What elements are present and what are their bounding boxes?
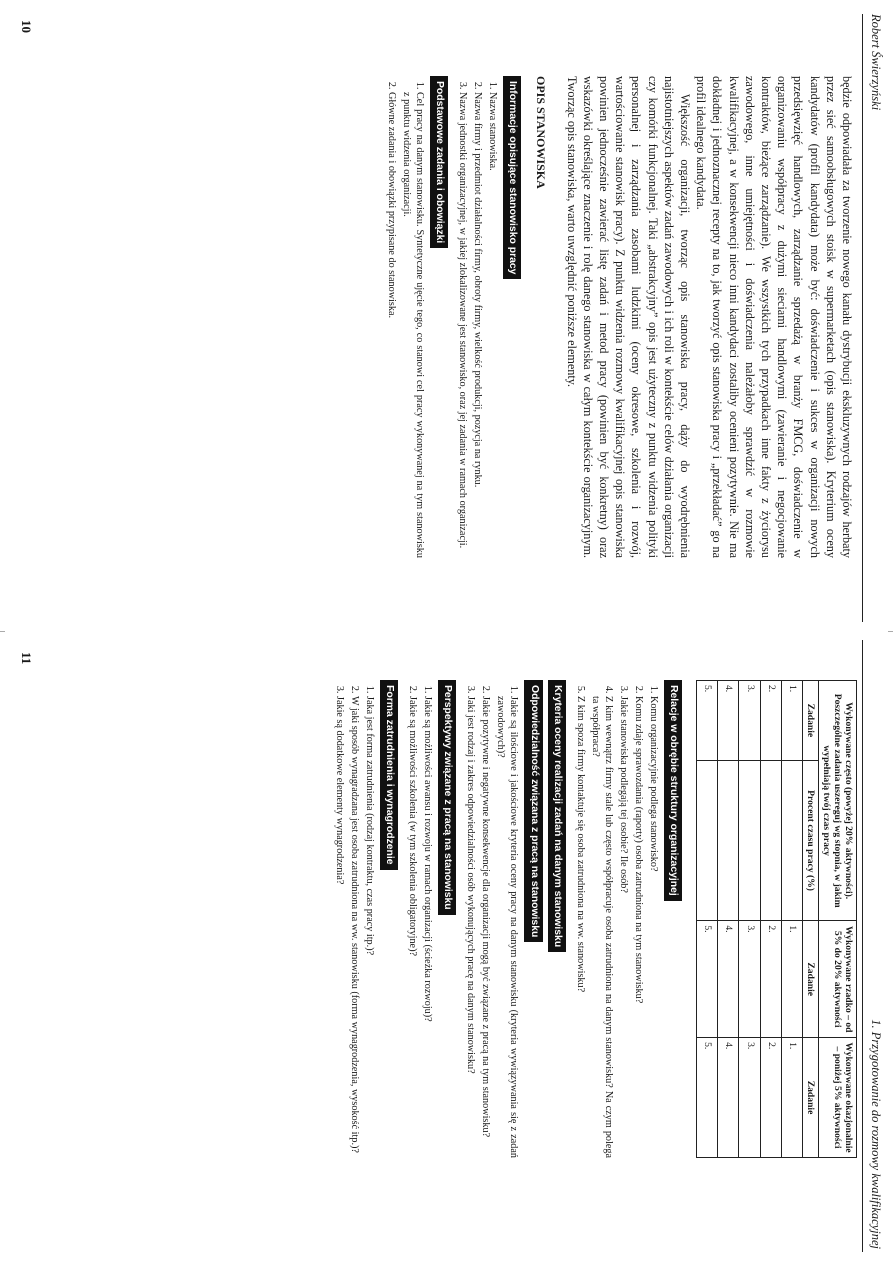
col-header-rare: Wykonywane rzadko – od 5% do 20% aktywności <box>819 921 857 1038</box>
list-item: 2. Jakie są możliwości szkolenia (w tym szkolenia obligatoryjne)? <box>406 696 419 1158</box>
row-number: 3. <box>739 1038 760 1158</box>
row-number: 2. <box>760 681 781 761</box>
row-number: 2. <box>760 1038 781 1158</box>
right-body <box>331 680 857 1158</box>
header-rule-right <box>862 640 863 1252</box>
list-item: 2. Główne zadania i obowiązki przypisane do stanowiska. <box>385 92 398 558</box>
paragraph-2: Większość organizacji, tworząc opis stanowiska pracy, dąży do wyodrębnienia najistotniejszych aspektów zadań zawodowych i ich roli w kontekście celów działania organizacji czy komórki funkcjonalnej. Taki „abstrakcyjny” opis jest użyteczny z punktu widzenia polityki personalnej i zarządzania zasobami ludzkimi (oceny okresowe, szkolenia i rozwój, wartościowanie stanowisk pracy). Z punktu widzenia rozmowy kwalifikacyjnej opis stanowiska powinien jednocześnie zawierać listę zadań i metod pracy (powinien być konkretny) oraz wskazówki określające znaczenie i rolę danego stanowiska w całym kontekście organizacyjnym. Tworząc opis stanowiska, warto uwzględnić poniższe elementy. <box>564 76 692 558</box>
left-page <box>0 0 893 631</box>
list-item: 2. Komu zdaje sprawozdania (raporty) osoba zatrudniona na tym stanowisku? <box>632 696 645 1158</box>
list-item: 3. Jakie są dodatkowe elementy wynagrodzenia? <box>333 696 346 1158</box>
right-page <box>0 632 893 1263</box>
paragraph-1: będzie odpowiadała za tworzenie nowego kanału dystrybucji ekskluzywnych rodzajów herbaty przez sieć samoobsługowych stoisk w supermarketach (opis stanowiska). Kryterium oceny kandydatów (profil kandydata) może być: doświadczenie i sukces w organizacji nowych przedsięwzięć handlowych, zarządzanie sprzedażą w branży FMCG, doświadczenie w organizowaniu współpracy z dużymi sieciami handlowymi (zawieranie i negocjowanie kontraktów, bieżące zarządzanie). We wszystkich tych przypadkach inne fakty z życiorysu zawodowego, inne umiejętności i doświadczenia należałoby sprawdzić w rozmowie kwalifikacyjnej, a w konsekwencji nieco inni kandydaci zostaliby ocenieni pozytywnie. Nie ma dokładnej i jednoznacznej recepty na to, jak tworzyć opis stanowiska pracy i „przekładać” go na profil idealnego kandydata. <box>694 76 854 558</box>
row-number: 3. <box>739 921 760 1038</box>
row-number: 5. <box>696 681 717 761</box>
list-item: 5. Z kim spoza firmy kontaktuje się osoba zatrudniona na ww. stanowisku? <box>574 696 587 1158</box>
list-item: 1. Jaka jest forma zatrudnienia (rodzaj kontraktu, czas pracy itp.)? <box>363 696 376 1158</box>
list-item: 2. W jaki sposób wynagradzana jest osoba zatrudniona na ww. stanowisku (forma wynagrodzenia, wysokość itp.)? <box>348 696 361 1158</box>
list-wynagrodzenie <box>333 680 376 1158</box>
row-number: 5. <box>696 1038 717 1158</box>
list-item: 1. Cel pracy na danym stanowisku. Syntetyczne ujęcie tego, co stanowi cel pracy wykonywanej na tym stanowisku z punktu widzenia organizacji. <box>400 92 426 558</box>
col-zadanie: Zadanie <box>803 681 819 761</box>
col-percent: Procent czasu pracy (%) <box>803 760 819 921</box>
fold-mark <box>0 631 5 632</box>
list-perspektywy <box>406 680 434 1158</box>
left-body <box>383 76 855 558</box>
running-head-left: Robert Świerzyński <box>869 14 883 111</box>
fold-mark <box>888 631 893 632</box>
row-number: 1. <box>781 1038 802 1158</box>
heading-bar-wynagrodzenie: Forma zatrudnienia i wynagrodzenie <box>380 680 398 870</box>
list-stanowisko <box>456 76 499 558</box>
heading-bar-relacje: Relacje w obrębie struktury organizacyjnej <box>664 680 682 901</box>
list-item: 1. Jakie są możliwości awansu i rozwoju w ramach organizacji (ścieżka rozwoju)? <box>421 696 434 1158</box>
row-number: 3. <box>739 681 760 761</box>
running-head-right: 1. Przygotowanie do rozmowy kwalifikacyjnej <box>869 1019 883 1249</box>
header-rule-left <box>862 14 863 622</box>
row-number: 4. <box>718 921 739 1038</box>
list-item: 1. Komu organizacyjnie podlega stanowisko? <box>647 696 660 1158</box>
list-item: 2. Nazwa firmy i przedmiot działalności firmy, obroty firmy, wielkość produkcji, pozycja na rynku. <box>471 92 484 558</box>
row-number: 1. <box>781 681 802 761</box>
list-relacje <box>574 680 660 1158</box>
col-zadanie: Zadanie <box>803 1038 819 1158</box>
list-item: 2. Jakie pozytywne i negatywne konsekwencje dla organizacji mogą być związane z pracą na tym stanowisku? <box>479 696 492 1158</box>
col-header-occasional: Wykonywane okazjonalnie – poniżej 5% aktywności <box>819 1038 857 1158</box>
list-item: 1. Jakie są ilościowe i jakościowe kryteria oceny pracy na danym stanowisku (kryteria wywiązywania się z zadań zawodowych)? <box>494 696 520 1158</box>
row-number: 5. <box>696 921 717 1038</box>
list-zadania <box>385 76 426 558</box>
list-item: 3. Nazwa jednostki organizacyjnej, w jakiej zlokalizowane jest stanowisko, oraz jej zadania w ramach organizacji. <box>456 92 469 558</box>
row-number: 1. <box>781 921 802 1038</box>
list-item: 3. Jaki jest rodzaj i zakres odpowiedzialności osób wykonujących pracę na danym stanowisku? <box>464 696 477 1158</box>
heading-bar-stanowisko: Informacje opisujące stanowisko pracy <box>503 76 521 279</box>
list-odpowiedzialnosc <box>464 680 520 1158</box>
page-number-right: 11 <box>19 652 34 665</box>
list-item: 1. Nazwa stanowiska. <box>486 92 499 558</box>
col-zadanie: Zadanie <box>803 921 819 1038</box>
row-number: 2. <box>760 921 781 1038</box>
heading-bar-odpowiedzialnosc: Odpowiedzialność związana z pracą na stanowisku <box>524 680 542 942</box>
row-number: 4. <box>718 681 739 761</box>
heading-bar-kryteria: Kryteria oceny realizacji zadań na danym stanowisku <box>548 680 566 952</box>
list-item: 3. Jakie stanowiska podlegają tej osobie? Ile osób? <box>617 696 630 1158</box>
row-number: 4. <box>718 1038 739 1158</box>
col-header-frequent: Wykonywane często (powyżej 20% aktywności). Poszczególne zadania uszereguj wg stopnia, w jakim wypełniają twój czas pracy <box>819 681 857 921</box>
page-number-left: 10 <box>19 20 34 33</box>
task-table <box>696 680 857 1158</box>
heading-bar-zadania: Podstawowe zadania i obowiązki <box>430 76 448 248</box>
list-item: 4. Z kim wewnątrz firmy stale lub często współpracuje osoba zatrudniona na danym stanowisku? Na czym polega ta współpraca? <box>589 696 615 1158</box>
section-title: OPIS STANOWISKA <box>534 76 549 189</box>
heading-bar-perspektywy: Perspektywy związane z pracą na stanowisku <box>438 680 456 915</box>
